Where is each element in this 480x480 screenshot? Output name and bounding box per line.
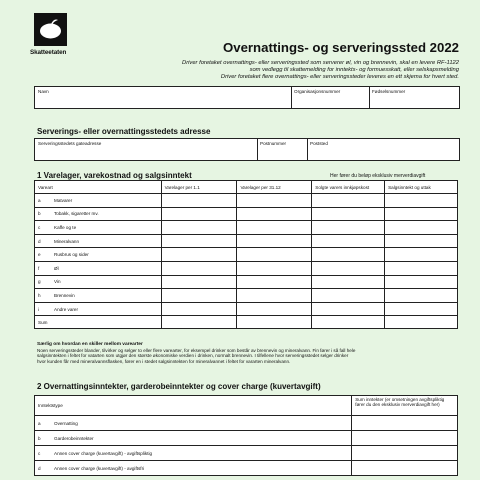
row-letter: g [38,279,41,285]
table-cell[interactable] [385,221,458,235]
table-cell[interactable] [237,261,312,275]
section1-heading: 1 Varelager, varekostnad og salgsinntekt [37,171,192,180]
table-row [35,234,458,248]
vareart-cell [35,302,162,316]
row-letter: f [38,265,40,271]
address-heading: Serverings- eller overnattingsstedets adresse [37,127,211,136]
table-cell[interactable] [312,275,385,289]
row-letter: d [38,465,41,471]
row-label: Kaffe og te [54,224,77,230]
table-row [35,194,458,208]
logo-icon [38,18,63,40]
explanation-heading: Særlig om hvordan en skiller mellom varearter [37,342,143,347]
table-row [35,431,458,446]
income-type-cell [35,446,352,461]
row-letter: b [38,435,41,441]
table-cell[interactable] [312,289,385,303]
page-title: Overnattings- og serveringssted 2022 [223,40,459,55]
table-cell[interactable] [352,416,458,431]
table-cell[interactable] [161,261,237,275]
row-label: Annen cover charge (kuvertavgift) - avgiftspliktig [54,450,153,456]
table-header-row [35,181,458,194]
col-header: Varelager per 31.12 [237,181,312,194]
table-cell[interactable] [385,194,458,208]
table-cell[interactable] [237,234,312,248]
logo [34,13,67,46]
table-cell[interactable] [161,275,237,289]
table-cell[interactable] [385,207,458,221]
table-cell[interactable] [312,248,385,262]
table-cell[interactable] [312,234,385,248]
vareart-cell [35,194,162,208]
table-cell[interactable] [237,275,312,289]
poststed-field[interactable]: Poststed [310,141,328,146]
table-cell[interactable] [312,261,385,275]
postnummer-field[interactable]: Postnummer [260,141,287,146]
row-label: Andre varer [54,306,79,312]
table-row [35,261,458,275]
name-field[interactable]: Navn [38,89,49,94]
table-cell[interactable] [161,248,237,262]
row-letter: b [38,211,41,217]
table-cell[interactable] [312,194,385,208]
table-cell[interactable] [352,461,458,476]
table-cell[interactable] [385,302,458,316]
table-cell[interactable] [312,207,385,221]
income-table [34,395,458,476]
table-cell[interactable] [161,289,237,303]
table-cell[interactable] [161,194,237,208]
table-cell[interactable] [385,234,458,248]
vareart-cell [35,248,162,262]
col-header: Solgte varers innkjøpskost [312,181,385,194]
row-label: Annen cover charge (kuvertavgift) - avgiftsfri [54,465,145,471]
address-fields [34,138,460,161]
table-cell[interactable] [237,221,312,235]
row-letter: c [38,224,41,230]
intro-line: Driver foretaket overnattings- eller serveringssted som serverer øl, vin og brennevin, skal en levere RF-1122 [182,60,459,66]
row-letter: e [38,252,41,258]
table-row [35,221,458,235]
vareart-cell [35,289,162,303]
table-cell[interactable] [237,289,312,303]
income-type-cell [35,416,352,431]
section1-note: Her fører du beløp eksklusiv merverdiavgift [330,173,426,179]
owner-fields [34,86,460,109]
table-cell[interactable] [312,316,385,329]
table-cell[interactable] [385,275,458,289]
vareart-cell [35,234,162,248]
row-label: Rusbrus og sider [54,252,89,258]
row-label: Øl [54,265,59,271]
row-letter: d [38,238,41,244]
table-cell[interactable] [161,221,237,235]
table-cell[interactable] [352,446,458,461]
table-cell[interactable] [385,289,458,303]
row-label: Matvarer [54,197,73,203]
table-cell[interactable] [161,316,237,329]
sum-label: Sum [35,316,162,329]
vareart-cell [35,221,162,235]
birth-number-field[interactable]: Fødselsnummer [372,89,406,94]
table-cell[interactable] [161,234,237,248]
table-cell[interactable] [312,302,385,316]
income-type-cell [35,431,352,446]
table-cell[interactable] [312,221,385,235]
income-type-cell [35,461,352,476]
table-row [35,446,458,461]
logo-text: Skatteetaten [30,49,67,56]
row-letter: h [38,292,41,298]
table-row [35,248,458,262]
intro-line: Driver foretaket flere overnattings- eller serveringssteder leveres en ett skjema for hvert sted. [220,74,459,81]
row-label: Garderobeinntekter [54,435,94,441]
table-cell[interactable] [237,207,312,221]
table-cell[interactable] [385,248,458,262]
table-cell[interactable] [237,302,312,316]
table-header-row [35,396,458,416]
table-row [35,416,458,431]
col-header: Sum inntekter (er omsetningen avgiftspliktig fører du den eksklusiv merverdiavgift her) [352,396,458,416]
table-row [35,302,458,316]
table-row [35,207,458,221]
table-row [35,461,458,476]
table-cell[interactable] [237,316,312,329]
row-letter: c [38,450,41,456]
table-row [35,275,458,289]
explanation-line: Noen serveringssteder blander, tilvirker og selger to eller flere varearter, for eksempel drinker som består av brennevin og mineralvann. Fin fører i så fall hele [37,347,356,353]
table-cell[interactable] [161,207,237,221]
section2-heading: 2 Overnattingsinntekter, garderobeinntekter og cover charge (kuvertavgift) [37,382,321,391]
table-cell[interactable] [237,194,312,208]
row-label: Mineralvann [54,238,80,244]
row-label: Overnatting [54,420,78,426]
org-number-field[interactable]: Organisasjonsnummer [294,89,341,94]
table-cell[interactable] [161,302,237,316]
intro-line: som vedlegg til skattemelding for inntekts- og formuesskatt, eller selskapsmelding [249,67,459,74]
explanation-line: salgsinntekten i feltet for vatarten som utgjør den største økonomiske verdien i drinken, normalt brennevin. I tilfellene hvor serveringsstedet selger drinker [37,353,349,359]
row-label: Brennevin [54,292,75,298]
row-letter: a [38,420,41,426]
intro-text [182,60,459,82]
explanation-line: hvor kunden får med mineralvannsflasken, fører en i stedet salgsinntekten for mineralvannet i feltet for vararten mineralvann. [37,358,291,364]
street-address-field[interactable]: Serveringsstedets gateadresse [38,141,102,146]
vareart-explanation [37,341,457,364]
row-letter: a [38,197,41,203]
col-header: Varelager per 1.1 [161,181,237,194]
table-cell[interactable] [385,261,458,275]
col-header: Inntektstype [35,396,352,416]
inventory-table [34,180,458,329]
vareart-cell [35,261,162,275]
table-row [35,289,458,303]
table-row-sum [35,316,458,329]
vareart-cell [35,275,162,289]
col-header: Vareart [35,181,162,194]
table-cell[interactable] [237,248,312,262]
row-label: Vin [54,279,61,285]
vareart-cell [35,207,162,221]
table-cell[interactable] [385,316,458,329]
row-label: Tobakk, sigaretter mv. [54,211,99,217]
row-letter: i [38,306,40,312]
table-cell[interactable] [352,431,458,446]
col-header: Salgsinntekt og uttak [385,181,458,194]
